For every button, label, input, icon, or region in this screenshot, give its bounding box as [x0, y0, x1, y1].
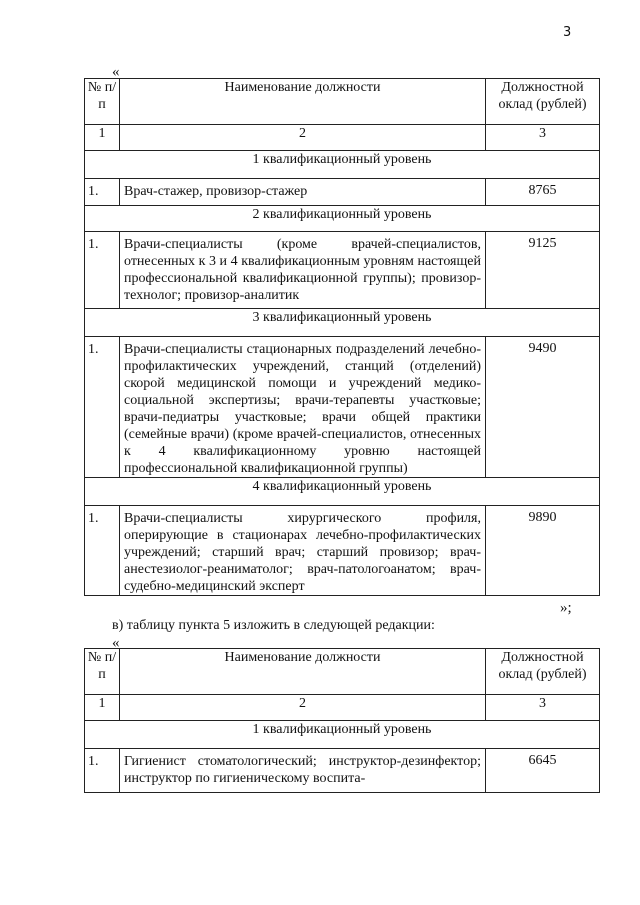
level-title: 2 квалификационный уровень	[85, 206, 600, 232]
column-number: 1	[85, 695, 120, 721]
column-numbers-row	[85, 125, 600, 151]
level-row	[85, 309, 600, 337]
column-number: 2	[120, 125, 486, 151]
header-salary: Должностной оклад (рублей)	[486, 79, 600, 125]
table-row	[85, 179, 600, 206]
level-row	[85, 151, 600, 179]
position-name: Врачи-специалисты хирургического профиля, оперирующие в стационарах лечебно-профилактических учреждений; старший врач; старший провизор; врач-анестезиолог-реаниматолог; врач-патологоанатом; врач-судебно-медицинский эксперт	[120, 506, 486, 596]
salary-table-1	[84, 78, 600, 596]
table-row	[85, 232, 600, 309]
position-name: Врачи-специалисты (кроме врачей-специалистов, отнесенных к 3 и 4 квалификационным уровням настоящей профессиональной квалификационной группы); провизор-технолог; провизор-аналитик	[120, 232, 486, 309]
salary-value: 6645	[486, 749, 600, 793]
position-name: Врачи-специалисты стационарных подразделений лечебно-профилактических учреждений, станций (отделений) скорой медицинской помощи и учреждений медико-социальной экспертизы; врачи-терапевты участковые; врачи-педиатры участковые; врачи общей практики (семейные врачи) (кроме врачей-специалистов, отнесенных к 4 квалификационному уровню настоящей профессиональной квалификационной группы)	[120, 337, 486, 478]
table-header-row	[85, 649, 600, 695]
row-num: 1.	[85, 337, 120, 478]
column-number: 3	[486, 695, 600, 721]
salary-value: 9125	[486, 232, 600, 309]
row-num: 1.	[85, 232, 120, 309]
position-name: Врач-стажер, провизор-стажер	[120, 179, 486, 206]
level-row	[85, 206, 600, 232]
header-salary: Должностной оклад (рублей)	[486, 649, 600, 695]
row-num: 1.	[85, 506, 120, 596]
open-quote: «	[112, 64, 120, 80]
salary-value: 8765	[486, 179, 600, 206]
level-title: 3 квалификационный уровень	[85, 309, 600, 337]
level-row	[85, 478, 600, 506]
row-num: 1.	[85, 179, 120, 206]
table-row	[85, 506, 600, 596]
page-number: 3	[563, 25, 572, 40]
close-quote: »;	[560, 600, 572, 616]
column-numbers-row	[85, 695, 600, 721]
level-title: 1 квалификационный уровень	[85, 721, 600, 749]
level-title: 1 квалификационный уровень	[85, 151, 600, 179]
header-name: Наименование должности	[120, 649, 486, 695]
column-number: 1	[85, 125, 120, 151]
salary-table-2	[84, 648, 600, 793]
table-header-row	[85, 79, 600, 125]
column-number: 3	[486, 125, 600, 151]
open-quote: «	[112, 635, 120, 651]
row-num: 1.	[85, 749, 120, 793]
header-num: № п/п	[85, 649, 120, 695]
paragraph-text: в) таблицу пункта 5 изложить в следующей редакции:	[112, 618, 435, 633]
salary-value: 9490	[486, 337, 600, 478]
table-row	[85, 749, 600, 793]
table-row	[85, 337, 600, 478]
header-name: Наименование должности	[120, 79, 486, 125]
level-row	[85, 721, 600, 749]
header-num: № п/п	[85, 79, 120, 125]
column-number: 2	[120, 695, 486, 721]
position-name: Гигиенист стоматологический; инструктор-дезинфектор; инструктор по гигиеническому воспита-	[120, 749, 486, 793]
level-title: 4 квалификационный уровень	[85, 478, 600, 506]
salary-value: 9890	[486, 506, 600, 596]
